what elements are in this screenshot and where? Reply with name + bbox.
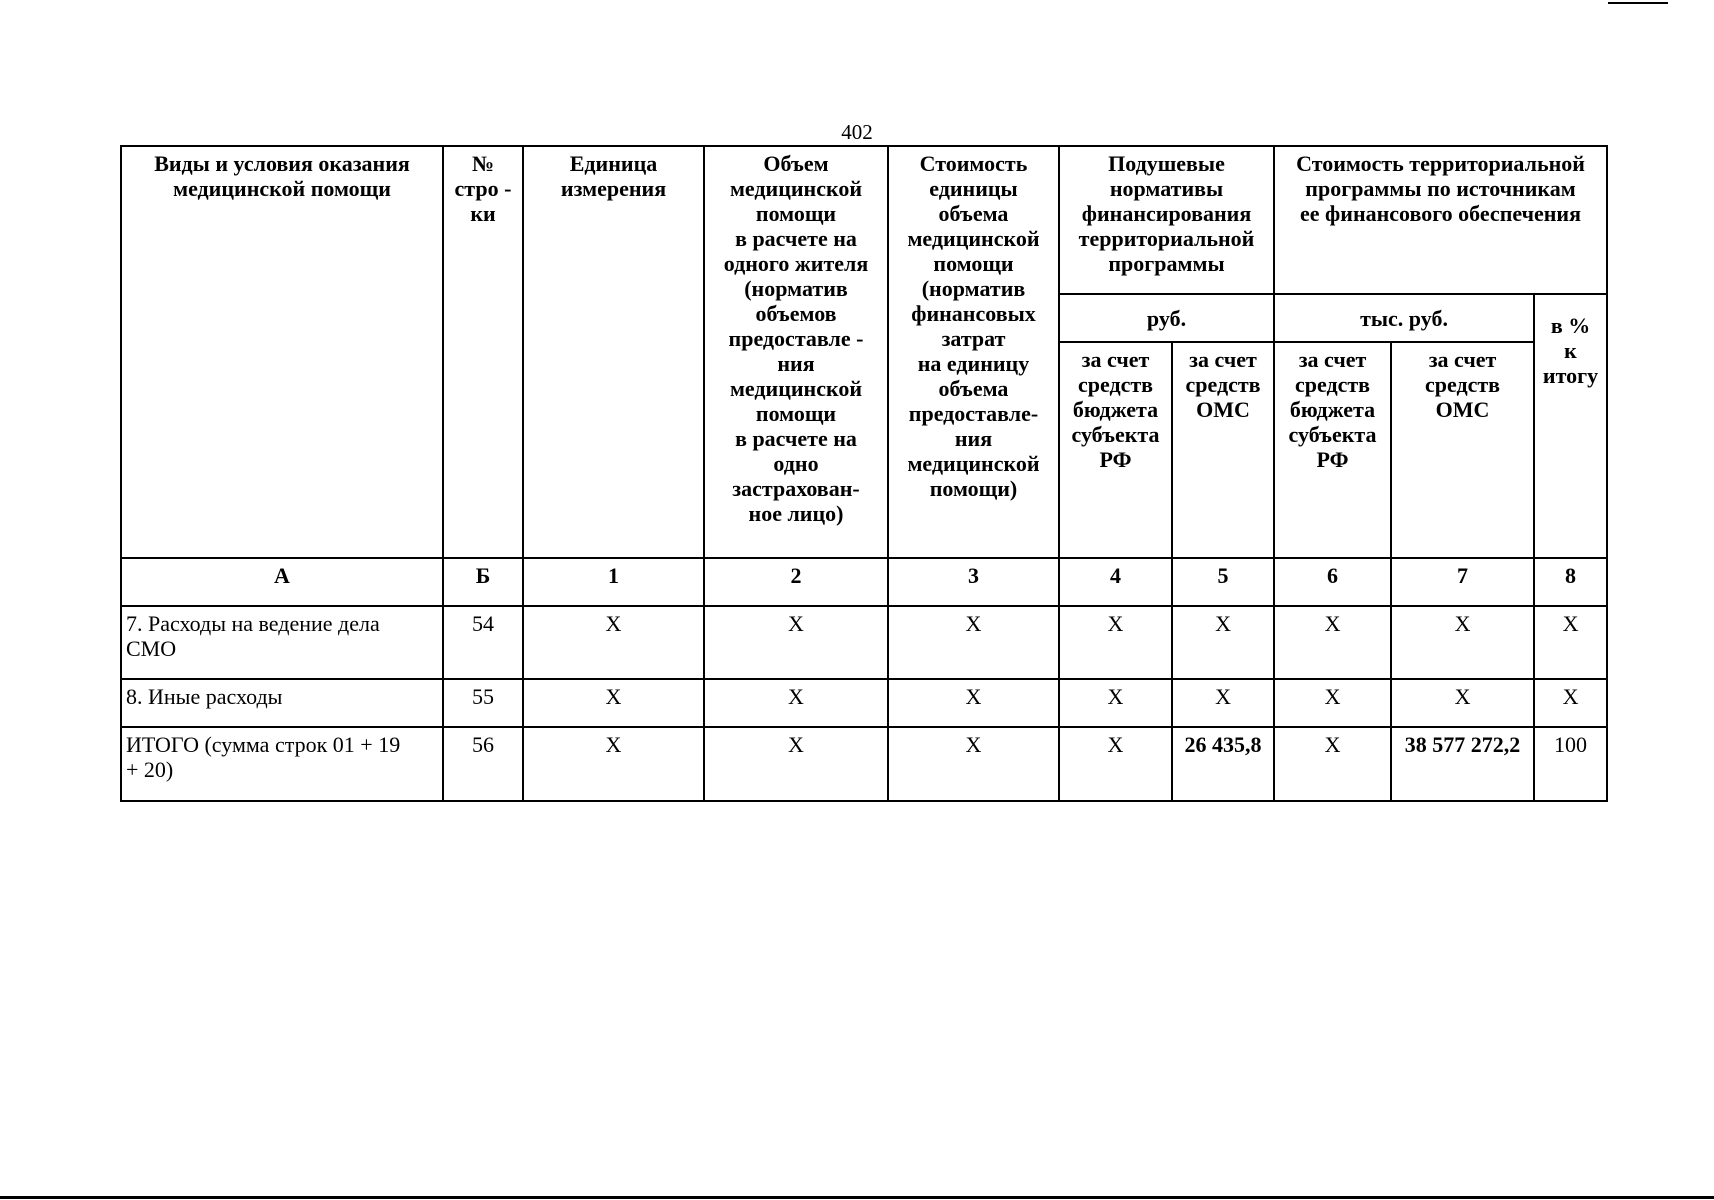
header-program-cost-group: Стоимость территориальной программы по источникам ее финансового обеспечения	[1274, 146, 1607, 294]
row-name: ИТОГО (сумма строк 01 + 19 + 20)	[121, 727, 443, 801]
index-cell: 6	[1274, 558, 1391, 606]
table-row-total	[121, 727, 1607, 801]
table-row	[121, 679, 1607, 727]
cell-col-7: 38 577 272,2	[1391, 727, 1534, 801]
header-col-6: за счет средств бюджета субъекта РФ	[1274, 342, 1391, 558]
header-row-1	[121, 146, 1607, 294]
cell-col-4: Х	[1059, 606, 1172, 679]
row-number: 55	[443, 679, 523, 727]
table-row	[121, 606, 1607, 679]
cell-col-5: Х	[1172, 606, 1274, 679]
header-per-capita-group: Подушевые нормативы финансирования территориальной программы	[1059, 146, 1274, 294]
cell-col-3: Х	[888, 606, 1059, 679]
cell-col-2: Х	[704, 606, 888, 679]
row-number: 56	[443, 727, 523, 801]
header-unit-rub: руб.	[1059, 294, 1274, 342]
header-col-5: за счет средств ОМС	[1172, 342, 1274, 558]
header-percent-of-total: в % к итогу	[1534, 294, 1607, 558]
cell-col-6: Х	[1274, 727, 1391, 801]
row-number: 54	[443, 606, 523, 679]
scan-edge-bottom	[0, 1196, 1714, 1199]
header-unit-thous-rub: тыс. руб.	[1274, 294, 1534, 342]
cell-col-7: Х	[1391, 679, 1534, 727]
index-cell: 5	[1172, 558, 1274, 606]
index-cell: 8	[1534, 558, 1607, 606]
cell-col-6: Х	[1274, 679, 1391, 727]
header-unit: Единица измерения	[523, 146, 704, 558]
header-volume: Объем медицинской помощи в расчете на одного жителя (норматив объемов предоставле - ния медицинской помощи в расчете на одно застрахован- ное лицо)	[704, 146, 888, 558]
cell-col-4: Х	[1059, 679, 1172, 727]
index-row	[121, 558, 1607, 606]
cell-col-1: Х	[523, 727, 704, 801]
row-name: 7. Расходы на ведение дела СМО	[121, 606, 443, 679]
cell-col-7: Х	[1391, 606, 1534, 679]
index-cell: Б	[443, 558, 523, 606]
scan-edge-top-right	[1608, 2, 1668, 4]
index-cell: 7	[1391, 558, 1534, 606]
header-kind-of-care: Виды и условия оказания медицинской помощи	[121, 146, 443, 558]
cell-col-4: Х	[1059, 727, 1172, 801]
header-unit-cost: Стоимость единицы объема медицинской помощи (норматив финансовых затрат на единицу объема предоставле- ния медицинской помощи)	[888, 146, 1059, 558]
financing-table	[120, 145, 1608, 802]
index-cell: 2	[704, 558, 888, 606]
cell-col-8: Х	[1534, 679, 1607, 727]
header-col-4: за счет средств бюджета субъекта РФ	[1059, 342, 1172, 558]
index-cell: 1	[523, 558, 704, 606]
header-row-number: № стро - ки	[443, 146, 523, 558]
cell-col-2: Х	[704, 727, 888, 801]
cell-col-3: Х	[888, 679, 1059, 727]
index-cell: 3	[888, 558, 1059, 606]
page-number: 402	[841, 120, 873, 144]
cell-col-3: Х	[888, 727, 1059, 801]
index-cell: А	[121, 558, 443, 606]
cell-col-2: Х	[704, 679, 888, 727]
cell-col-8: Х	[1534, 606, 1607, 679]
header-col-7: за счет средств ОМС	[1391, 342, 1534, 558]
cell-col-1: Х	[523, 679, 704, 727]
index-cell: 4	[1059, 558, 1172, 606]
cell-col-5: Х	[1172, 679, 1274, 727]
cell-col-6: Х	[1274, 606, 1391, 679]
row-name: 8. Иные расходы	[121, 679, 443, 727]
cell-col-8: 100	[1534, 727, 1607, 801]
cell-col-5: 26 435,8	[1172, 727, 1274, 801]
cell-col-1: Х	[523, 606, 704, 679]
